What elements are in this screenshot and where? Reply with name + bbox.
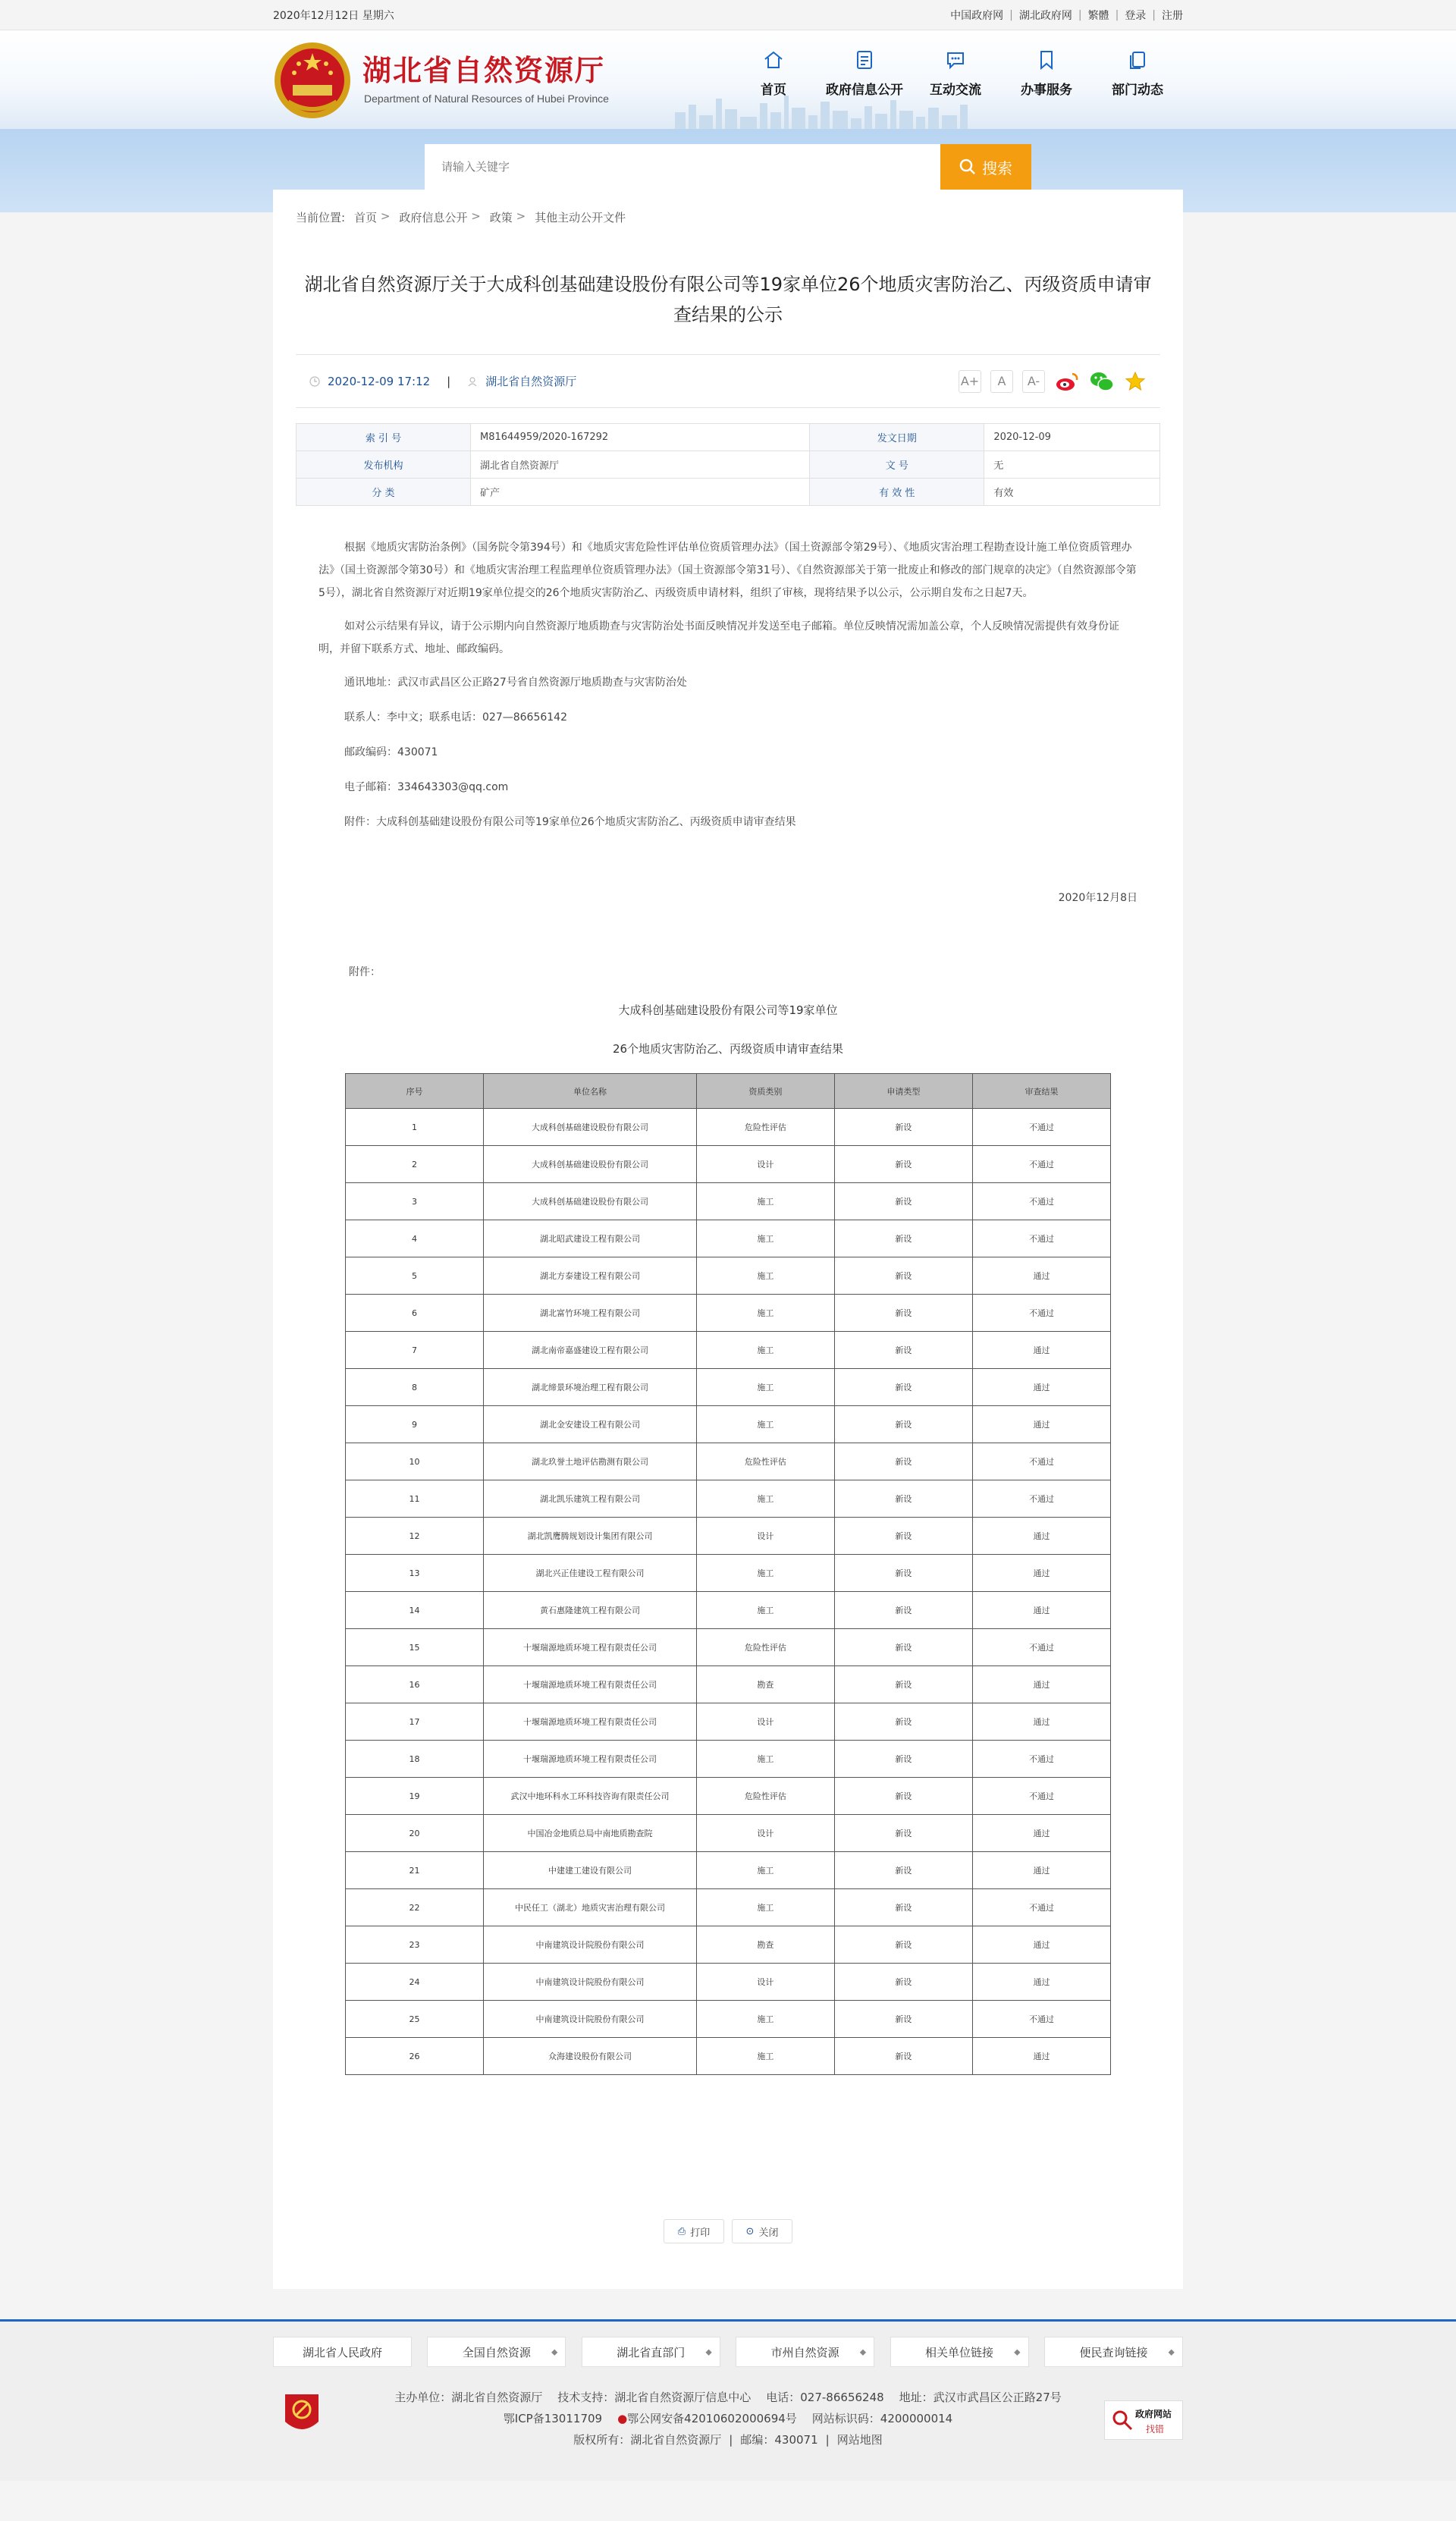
table-cell: 19 — [346, 1778, 484, 1815]
nav-home-label: 首页 — [761, 83, 786, 98]
report-error-subtitle: 找错 — [1146, 2424, 1165, 2435]
table-cell: 湖北金安建设工程有限公司 — [484, 1406, 697, 1443]
body-postcode: 邮政编码：430071 — [344, 746, 438, 758]
table-cell: 18 — [346, 1741, 484, 1778]
table-cell: 25 — [346, 2001, 484, 2038]
table-cell: 通过 — [972, 1518, 1110, 1555]
table-cell: 通过 — [972, 1257, 1110, 1295]
table-cell: 大成科创基础建设股份有限公司 — [484, 1109, 697, 1146]
results-table-header-cell: 资质类别 — [696, 1074, 834, 1109]
table-cell: 13 — [346, 1555, 484, 1592]
body-email: 电子邮箱：334643303@qq.com — [344, 781, 509, 793]
footer-phone: 电话：027-86656248 — [766, 2391, 884, 2404]
table-cell: 不通过 — [972, 1295, 1110, 1332]
breadcrumb-home[interactable]: 首页 — [354, 211, 378, 224]
table-row — [346, 1741, 1111, 1778]
table-cell: 湖北凯乐建筑工程有限公司 — [484, 1480, 697, 1518]
table-cell: 通过 — [972, 1555, 1110, 1592]
breadcrumb-info[interactable]: 政府信息公开 — [399, 211, 468, 224]
table-cell: 十堰瑞源地质环境工程有限责任公司 — [484, 1666, 697, 1703]
chevron-down-icon: ⬥ — [859, 2346, 867, 2357]
table-row — [346, 1629, 1111, 1666]
site-footer — [0, 2319, 1456, 2481]
table-cell: 2 — [346, 1146, 484, 1183]
table-cell: 危险性评估 — [696, 1443, 834, 1480]
table-cell: 施工 — [696, 1332, 834, 1369]
category-value: 矿产 — [471, 479, 810, 506]
clock-icon — [309, 376, 320, 387]
footer-select-departments[interactable] — [582, 2337, 720, 2367]
report-error-badge[interactable] — [1104, 2400, 1183, 2440]
info-table — [296, 423, 1160, 506]
current-date: 2020年12月12日 星期六 — [273, 10, 394, 22]
body-address: 通讯地址：武汉市武昌区公正路27号省自然资源厅地质勘查与灾害防治处 — [344, 677, 687, 689]
index-value: M81644959/2020-167292 — [471, 424, 810, 451]
org-value: 湖北省自然资源厅 — [471, 451, 810, 479]
table-cell: 十堰瑞源地质环境工程有限责任公司 — [484, 1703, 697, 1741]
search-icon — [959, 159, 976, 175]
footer-host: 主办单位：湖北省自然资源厅 — [394, 2391, 543, 2404]
site-subtitle: Department of Natural Resources of Hubei Province — [364, 93, 609, 105]
home-icon — [762, 49, 785, 71]
table-row — [346, 1592, 1111, 1629]
table-cell: 中南建筑设计院股份有限公司 — [484, 1964, 697, 2001]
search-input[interactable] — [425, 144, 940, 190]
link-traditional[interactable]: 繁體 — [1087, 10, 1109, 22]
print-label: 打印 — [690, 2227, 711, 2239]
table-cell: 不通过 — [972, 1778, 1110, 1815]
table-cell: 施工 — [696, 1852, 834, 1889]
table-cell: 湖北南帝嘉盛建设工程有限公司 — [484, 1332, 697, 1369]
table-cell: 新设 — [834, 1443, 972, 1480]
footer-link-provincial-gov[interactable] — [273, 2337, 412, 2367]
footer-address: 地址：武汉市武昌区公正路27号 — [899, 2391, 1062, 2404]
results-table-header — [346, 1074, 1111, 1109]
table-cell: 中民任工（湖北）地质灾害治理有限公司 — [484, 1889, 697, 1926]
nav-services-label: 办事服务 — [1021, 83, 1072, 98]
table-cell: 新设 — [834, 1964, 972, 2001]
table-cell: 通过 — [972, 1852, 1110, 1889]
nav-interaction[interactable] — [910, 49, 1001, 98]
table-row — [346, 1406, 1111, 1443]
chevron-down-icon: ⬥ — [1014, 2346, 1021, 2357]
attachment-title-2: 26个地质灾害防治乙、丙级资质申请审查结果 — [612, 1042, 844, 1056]
table-cell: 湖北兴正佳建设工程有限公司 — [484, 1555, 697, 1592]
footer-icp[interactable]: 鄂ICP备13011709 — [503, 2412, 603, 2425]
table-cell: 不通过 — [972, 1109, 1110, 1146]
table-row — [346, 1183, 1111, 1220]
site-title: 湖北省自然资源厅 — [362, 53, 606, 87]
table-cell: 14 — [346, 1592, 484, 1629]
results-table-header-cell: 申请类型 — [834, 1074, 972, 1109]
table-cell: 施工 — [696, 1257, 834, 1295]
table-cell: 新设 — [834, 1852, 972, 1889]
table-cell: 10 — [346, 1443, 484, 1480]
table-cell: 施工 — [696, 1741, 834, 1778]
table-cell: 设计 — [696, 1703, 834, 1741]
table-row — [346, 2001, 1111, 2038]
table-cell: 21 — [346, 1852, 484, 1889]
breadcrumb: 当前位置: 首页 > 政府信息公开 > 政策 > 其他主动公开文件 — [296, 209, 626, 224]
table-cell: 施工 — [696, 1369, 834, 1406]
table-cell: 通过 — [972, 1703, 1110, 1741]
table-cell: 新设 — [834, 1146, 972, 1183]
footer-site-id: 网站标识码：4200000014 — [811, 2412, 953, 2425]
link-register[interactable]: 注册 — [1162, 10, 1183, 22]
nav-info-label: 政府信息公开 — [826, 83, 903, 98]
results-table-header-cell: 序号 — [346, 1074, 484, 1109]
table-cell: 26 — [346, 2038, 484, 2075]
validity-label: 有 效 性 — [810, 479, 984, 506]
table-cell: 不通过 — [972, 1146, 1110, 1183]
table-cell: 新设 — [834, 1555, 972, 1592]
table-cell: 24 — [346, 1964, 484, 2001]
nav-services[interactable] — [1001, 49, 1092, 98]
close-button[interactable] — [732, 2219, 792, 2243]
close-label: 关闭 — [758, 2227, 779, 2239]
table-cell: 11 — [346, 1480, 484, 1518]
font-decrease-button[interactable]: A- — [1022, 370, 1045, 393]
police-badge-icon: ● — [617, 2412, 628, 2425]
results-table — [345, 1073, 1111, 2075]
table-cell: 新设 — [834, 1406, 972, 1443]
table-cell: 新设 — [834, 1889, 972, 1926]
font-normal-button[interactable]: A — [990, 370, 1013, 393]
body-paragraph-1: 根据《地质灾害防治条例》（国务院令第394号）和《地质灾害危险性评估单位资质管理办法》（国土资源部令第29号）、《地质灾害治理工程勘查设计施工单位资质管理办法》（国土资源部令第30号）和《地质灾害治理工程监理单位资质管理办法》（国土资源部令第31号）、《自然资源部关于第一批废止和修改的部门规章的决定》（自然资源部令第5号），湖北省自然资源厅对近期19家单位提交的26个地质灾害防治乙、丙级资质申请材料，组织了审核，现将结果予以公示，公示期自发布之日起7天。 — [318, 542, 1137, 599]
main-content — [273, 190, 1183, 2289]
article-datetime: 2020-12-09 17:12 — [328, 374, 431, 388]
body-contact: 联系人：李中文；联系电话：027—86656142 — [344, 711, 567, 724]
table-cell: 湖北昭武建设工程有限公司 — [484, 1220, 697, 1257]
party-emblem-icon — [281, 2391, 323, 2437]
main-nav — [728, 49, 1183, 98]
table-cell: 黄石惠隆建筑工程有限公司 — [484, 1592, 697, 1629]
chevron-down-icon: ⬥ — [551, 2346, 558, 2357]
attachment-label: 附件： — [349, 966, 381, 978]
table-cell: 通过 — [972, 1369, 1110, 1406]
table-cell: 9 — [346, 1406, 484, 1443]
table-row — [346, 1666, 1111, 1703]
table-row — [346, 1815, 1111, 1852]
breadcrumb-policy[interactable]: 政策 — [489, 211, 513, 224]
footer-select-label: 全国自然资源 — [462, 2345, 531, 2359]
article-meta: 2020-12-09 17:12 | 湖北省自然资源厅 A+ A A- — [296, 355, 1160, 408]
table-cell: 新设 — [834, 1183, 972, 1220]
table-cell: 施工 — [696, 1555, 834, 1592]
table-row — [346, 1295, 1111, 1332]
user-icon — [467, 376, 478, 387]
nav-news[interactable] — [1092, 49, 1183, 98]
table-cell: 17 — [346, 1703, 484, 1741]
footer-sitemap[interactable]: 网站地图 — [836, 2433, 883, 2447]
magnifier-icon — [1111, 2409, 1134, 2432]
table-cell: 勘查 — [696, 1666, 834, 1703]
table-cell: 不通过 — [972, 1443, 1110, 1480]
table-cell: 湖北缔景环境治理工程有限公司 — [484, 1369, 697, 1406]
footer-select-label: 便民查询链接 — [1079, 2345, 1148, 2359]
table-row — [346, 1778, 1111, 1815]
table-cell: 不通过 — [972, 1480, 1110, 1518]
table-cell: 新设 — [834, 1926, 972, 1964]
table-cell: 通过 — [972, 1332, 1110, 1369]
document-icon — [853, 49, 876, 71]
footer-tech: 技术支持：湖北省自然资源厅信息中心 — [557, 2391, 752, 2404]
national-emblem-icon — [273, 41, 352, 120]
table-cell: 16 — [346, 1666, 484, 1703]
table-row — [346, 1257, 1111, 1295]
table-cell: 新设 — [834, 1220, 972, 1257]
table-cell: 十堰瑞源地质环境工程有限责任公司 — [484, 1629, 697, 1666]
print-button[interactable] — [664, 2219, 724, 2243]
table-cell: 危险性评估 — [696, 1778, 834, 1815]
table-cell: 新设 — [834, 1369, 972, 1406]
table-cell: 武汉中地环科水工环科技咨询有限责任公司 — [484, 1778, 697, 1815]
nav-info-disclosure[interactable] — [819, 49, 910, 98]
table-cell: 湖北方泰建设工程有限公司 — [484, 1257, 697, 1295]
table-cell: 7 — [346, 1332, 484, 1369]
article-actions — [296, 2219, 1160, 2243]
table-cell: 湖北凯鹰腾规划设计集团有限公司 — [484, 1518, 697, 1555]
chevron-down-icon: ⬥ — [705, 2346, 712, 2357]
table-cell: 15 — [346, 1629, 484, 1666]
table-cell: 新设 — [834, 1480, 972, 1518]
nav-home[interactable] — [728, 49, 819, 98]
results-table-header-cell: 审查结果 — [972, 1074, 1110, 1109]
table-cell: 12 — [346, 1518, 484, 1555]
org-label: 发布机构 — [297, 451, 471, 479]
footer-select-query[interactable] — [1044, 2337, 1183, 2367]
favorite-star-icon[interactable] — [1124, 370, 1147, 393]
body-attachment: 附件：大成科创基础建设股份有限公司等19家单位26个地质灾害防治乙、丙级资质申请审查结果 — [344, 816, 796, 828]
table-row — [346, 1220, 1111, 1257]
close-circle-icon: ⊙ — [745, 2225, 755, 2237]
table-cell: 不通过 — [972, 1889, 1110, 1926]
table-cell: 众海建设股份有限公司 — [484, 2038, 697, 2075]
table-cell: 不通过 — [972, 1183, 1110, 1220]
font-increase-button[interactable]: A+ — [959, 370, 981, 393]
table-row — [346, 1703, 1111, 1741]
footer-select-cities[interactable] — [736, 2337, 874, 2367]
footer-info — [273, 2387, 1183, 2466]
breadcrumb-prefix: 当前位置: — [296, 211, 346, 224]
table-cell: 新设 — [834, 1592, 972, 1629]
table-cell: 十堰瑞源地质环境工程有限责任公司 — [484, 1741, 697, 1778]
table-cell: 新设 — [834, 1257, 972, 1295]
table-row — [346, 1332, 1111, 1369]
attachment-title-1: 大成科创基础建设股份有限公司等19家单位 — [618, 1003, 838, 1017]
footer-text: 主办单位：湖北省自然资源厅 技术支持：湖北省自然资源厅信息中心 电话：027-86656248 地址：武汉市武昌区公正路27号 鄂ICP备13011709 ●鄂公网安备42010602000694号 网站标识码：4200000014 版权所有：湖北省自然资源厅 | 邮编：430071 | 网站地图 — [394, 2391, 1062, 2447]
category-label: 分 类 — [297, 479, 471, 506]
site-header — [0, 30, 1456, 129]
table-cell: 设计 — [696, 1518, 834, 1555]
report-error-title: 政府网站 — [1135, 2409, 1172, 2419]
body-date: 2020年12月8日 — [1058, 892, 1138, 904]
table-cell: 不通过 — [972, 1741, 1110, 1778]
docno-value: 无 — [984, 451, 1160, 479]
article-source: 湖北省自然资源厅 — [485, 375, 577, 388]
breadcrumb-other[interactable]: 其他主动公开文件 — [535, 211, 626, 224]
table-cell: 通过 — [972, 1815, 1110, 1852]
table-cell: 设计 — [696, 1964, 834, 2001]
wechat-icon[interactable] — [1089, 370, 1115, 393]
table-row — [346, 1555, 1111, 1592]
chevron-down-icon: ⬥ — [1168, 2346, 1175, 2357]
table-row — [346, 1964, 1111, 2001]
table-cell: 施工 — [696, 1592, 834, 1629]
table-cell: 施工 — [696, 1220, 834, 1257]
footer-links — [273, 2322, 1183, 2367]
table-cell: 不通过 — [972, 2001, 1110, 2038]
results-table-body — [346, 1109, 1111, 2075]
index-label: 索 引 号 — [297, 424, 471, 451]
table-cell: 新设 — [834, 1778, 972, 1815]
footer-select-label: 市州自然资源 — [770, 2345, 839, 2359]
pubdate-label: 发文日期 — [810, 424, 984, 451]
table-row — [346, 1852, 1111, 1889]
table-cell: 通过 — [972, 1592, 1110, 1629]
table-cell: 不通过 — [972, 1629, 1110, 1666]
table-cell: 大成科创基础建设股份有限公司 — [484, 1146, 697, 1183]
table-cell: 中建建工建设有限公司 — [484, 1852, 697, 1889]
table-cell: 大成科创基础建设股份有限公司 — [484, 1183, 697, 1220]
link-hubei-gov[interactable]: 湖北政府网 — [1018, 10, 1072, 22]
footer-postcode: 邮编：430071 — [740, 2433, 818, 2447]
table-cell: 中南建筑设计院股份有限公司 — [484, 2001, 697, 2038]
link-login[interactable]: 登录 — [1125, 10, 1147, 22]
table-cell: 施工 — [696, 1480, 834, 1518]
table-cell: 新设 — [834, 1518, 972, 1555]
pubdate-value: 2020-12-09 — [984, 424, 1160, 451]
footer-link-label: 湖北省人民政府 — [302, 2345, 382, 2359]
table-cell: 设计 — [696, 1146, 834, 1183]
table-cell: 湖北富竹环境工程有限公司 — [484, 1295, 697, 1332]
table-row — [346, 1518, 1111, 1555]
bookmark-icon — [1035, 49, 1058, 71]
table-cell: 通过 — [972, 1666, 1110, 1703]
table-cell: 施工 — [696, 1889, 834, 1926]
table-cell: 通过 — [972, 2038, 1110, 2075]
table-row — [346, 2038, 1111, 2075]
table-cell: 通过 — [972, 1964, 1110, 2001]
table-cell: 危险性评估 — [696, 1629, 834, 1666]
table-cell: 新设 — [834, 2001, 972, 2038]
table-cell: 新设 — [834, 1666, 972, 1703]
table-cell: 施工 — [696, 2001, 834, 2038]
table-cell: 施工 — [696, 1295, 834, 1332]
table-cell: 新设 — [834, 1629, 972, 1666]
table-cell: 1 — [346, 1109, 484, 1146]
top-bar — [0, 0, 1456, 30]
nav-news-label: 部门动态 — [1112, 83, 1163, 98]
footer-copyright: 版权所有：湖北省自然资源厅 — [573, 2433, 722, 2447]
table-cell: 湖北玖誉土地评估勘测有限公司 — [484, 1443, 697, 1480]
table-cell: 施工 — [696, 1406, 834, 1443]
search-button[interactable] — [940, 144, 1031, 190]
footer-select-related[interactable] — [890, 2337, 1029, 2367]
printer-icon: ⎙ — [677, 2225, 686, 2237]
table-cell: 不通过 — [972, 1220, 1110, 1257]
docno-label: 文 号 — [810, 451, 984, 479]
table-row — [346, 1926, 1111, 1964]
top-links: 中国政府网 | 湖北政府网 | 繁體 | 登录 | 注册 — [950, 9, 1183, 22]
table-cell: 20 — [346, 1815, 484, 1852]
table-cell: 新设 — [834, 2038, 972, 2075]
table-cell: 6 — [346, 1295, 484, 1332]
table-cell: 新设 — [834, 1741, 972, 1778]
link-gov-cn[interactable]: 中国政府网 — [950, 10, 1004, 22]
table-cell: 22 — [346, 1889, 484, 1926]
table-cell: 新设 — [834, 1703, 972, 1741]
nav-interaction-label: 互动交流 — [930, 83, 981, 98]
table-row — [346, 1480, 1111, 1518]
footer-police-record[interactable]: ●鄂公网安备42010602000694号 — [617, 2412, 797, 2425]
article-body — [296, 506, 1160, 909]
table-cell: 8 — [346, 1369, 484, 1406]
table-cell: 设计 — [696, 1815, 834, 1852]
body-paragraph-2: 如对公示结果有异议，请于公示期内向自然资源厅地质勘查与灾害防治处书面反映情况并发送至电子邮箱。单位反映情况需加盖公章，个人反映情况需提供有效身份证明，并留下联系方式、地址、邮政编码。 — [318, 620, 1119, 655]
table-row — [346, 1369, 1111, 1406]
table-cell: 新设 — [834, 1815, 972, 1852]
table-cell: 3 — [346, 1183, 484, 1220]
footer-select-label: 湖北省直部门 — [617, 2345, 686, 2359]
table-cell: 通过 — [972, 1406, 1110, 1443]
footer-select-national[interactable] — [427, 2337, 566, 2367]
table-cell: 4 — [346, 1220, 484, 1257]
table-cell: 施工 — [696, 1183, 834, 1220]
footer-select-label: 相关单位链接 — [925, 2345, 994, 2359]
results-table-header-cell: 单位名称 — [484, 1074, 697, 1109]
table-cell: 5 — [346, 1257, 484, 1295]
table-cell: 勘查 — [696, 1926, 834, 1964]
article-title: 湖北省自然资源厅关于大成科创基础建设股份有限公司等19家单位26个地质灾害防治乙、丙级资质申请审查结果的公示 — [296, 269, 1160, 355]
table-cell: 通过 — [972, 1926, 1110, 1964]
table-row — [346, 1109, 1111, 1146]
chat-icon — [944, 49, 967, 71]
table-cell: 新设 — [834, 1109, 972, 1146]
table-cell: 新设 — [834, 1295, 972, 1332]
table-cell: 新设 — [834, 1332, 972, 1369]
table-row — [346, 1889, 1111, 1926]
search-button-label: 搜索 — [982, 159, 1012, 177]
copy-icon — [1126, 49, 1149, 71]
table-row — [346, 1443, 1111, 1480]
weibo-icon[interactable] — [1054, 370, 1080, 393]
table-cell: 危险性评估 — [696, 1109, 834, 1146]
table-row — [346, 1146, 1111, 1183]
table-cell: 中国冶金地质总局中南地质勘查院 — [484, 1815, 697, 1852]
validity-value: 有效 — [984, 479, 1160, 506]
table-cell: 23 — [346, 1926, 484, 1964]
table-cell: 施工 — [696, 2038, 834, 2075]
table-cell: 中南建筑设计院股份有限公司 — [484, 1926, 697, 1964]
